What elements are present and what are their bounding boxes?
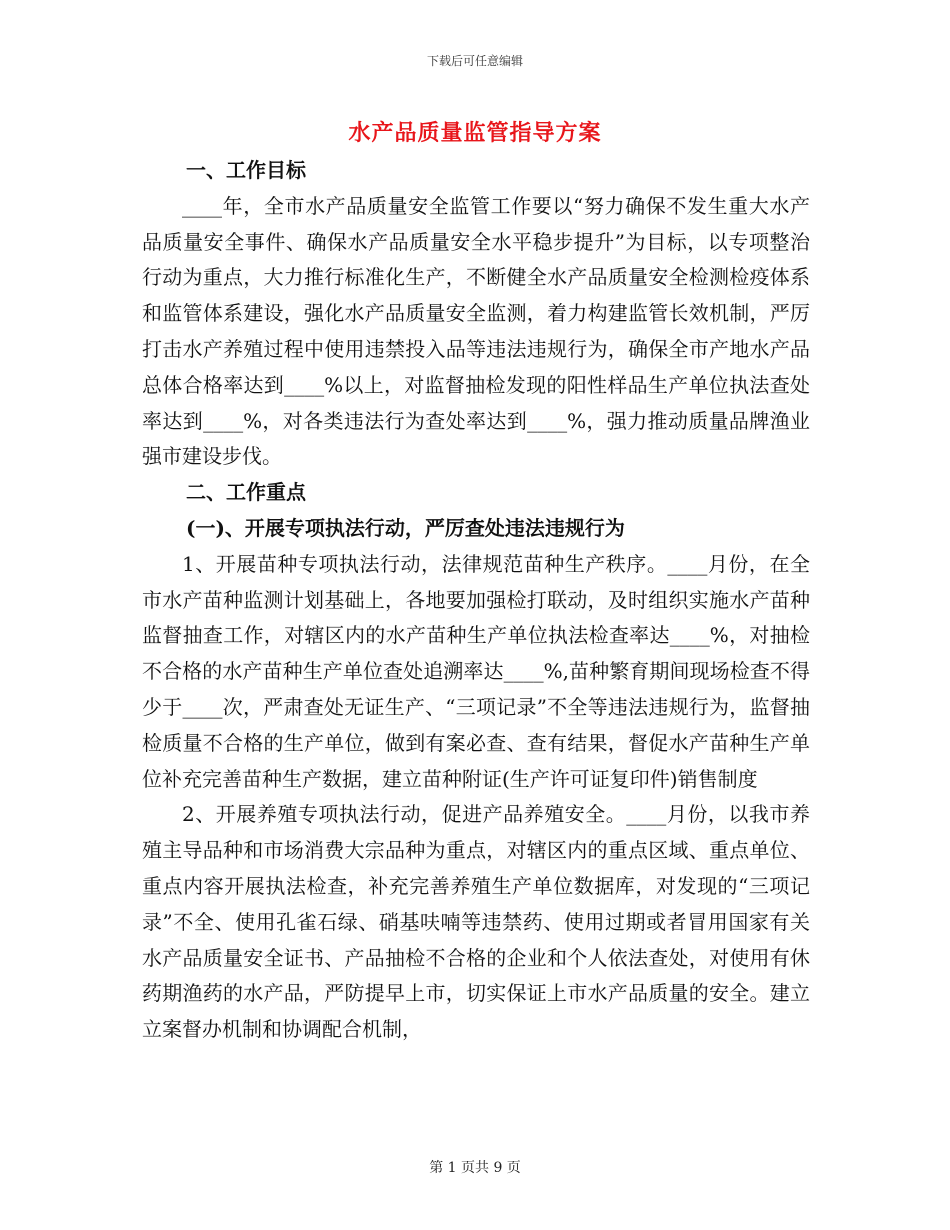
page-number-footer: 第 1 页共 9 页 (429, 1160, 521, 1176)
paragraph-breeding-enforcement: 2、开展养殖专项执法行动，促进产品养殖安全。____月份，以我市养殖主导品种和市场消费大宗品种为重点，对辖区内的重点区域、重点单位、重点内容开展执法检查，补充完善养殖生产单位数据库，对发现的“三项记录”不全、使用孔雀石绿、硝基呋喃等违禁药、使用过期或者冒用国家有关水产品质量安全证书、产品抽检不合格的企业和个人依法查处，对使用有休药期渔药的水产品，严防提早上市，切实保证上市水产品质量的安全。建立立案督办机制和协调配合机制， (142, 802, 810, 1042)
document-title: 水产品质量监管指导方案 (348, 120, 602, 146)
paragraph-goals: ____年，全市水产品质量安全监管工作要以“努力确保不发生重大水产品质量安全事件、确保水产品质量安全水平稳步提升”为目标，以专项整治行动为重点，大力推行标准化生产，不断健全水产品质量安全检测检疫体系和监管体系建设，强化水产品质量安全监测，着力构建监管长效机制，严厉打击水产养殖过程中使用违禁投入品等违法违规行为，确保全市产地水产品总体合格率达到____%以上，对监督抽检发现的阳性样品生产单位执法查处率达到____%，对各类违法行为查处率达到____%，强力推动质量品牌渔业强市建设步伐。 (142, 193, 810, 469)
section-heading-goals: 一、工作目标 (186, 158, 306, 182)
document-body (142, 153, 810, 1048)
section-heading-focus: 二、工作重点 (186, 480, 306, 505)
paragraph-seedling-enforcement: 1、开展苗种专项执法行动，法律规范苗种生产秩序。____月份，在全市水产苗种监测计划基础上，各地要加强检打联动，及时组织实施水产苗种监督抽查工作，对辖区内的水产苗种生产单位执法检查率达____%，对抽检不合格的水产苗种生产单位查处追溯率达____%,苗种繁育期间现场检查不得少于____次，严肃查处无证生产、“三项记录”不全等违法违规行为，监督抽检质量不合格的生产单位，做到有案必查、查有结果，督促水产苗种生产单位补充完善苗种生产数据，建立苗种附证(生产许可证复印件)销售制度 (142, 551, 810, 791)
subsection-heading-enforcement: (一)、开展专项执法行动，严厉查处违法违规行为 (186, 515, 625, 540)
page-header-note: 下载后可任意编辑 (426, 54, 523, 68)
